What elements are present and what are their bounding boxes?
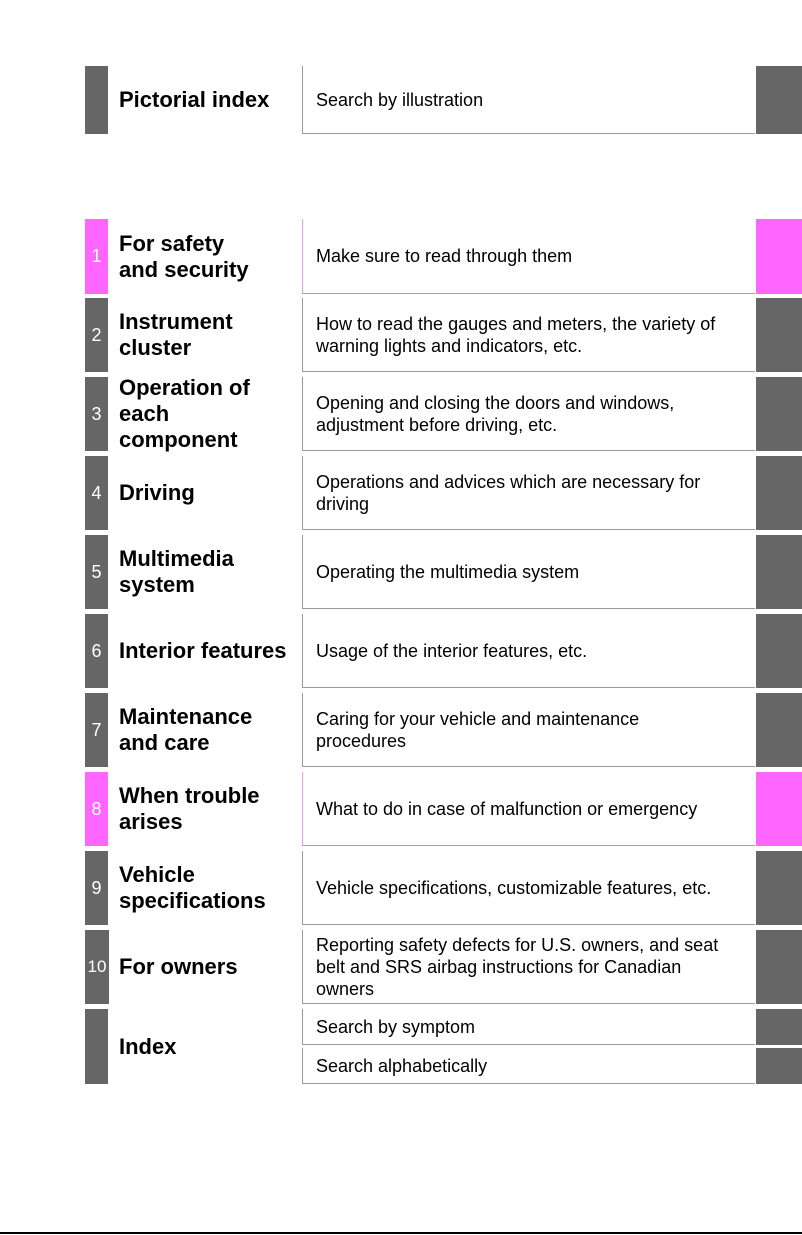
chapter-description: Reporting safety defects for U.S. owners, and seat belt and SRS airbag instructions for Canadian owners — [302, 930, 755, 1004]
index-title: Index — [119, 1033, 177, 1059]
chapter-tab[interactable] — [756, 298, 802, 372]
chapter-tab[interactable] — [756, 693, 802, 767]
chapter-row-6[interactable] — [0, 614, 802, 688]
chapter-row-2[interactable] — [0, 298, 802, 372]
chapter-number: 3 — [85, 377, 108, 451]
chapter-row-9[interactable] — [0, 851, 802, 925]
bottom-rule — [0, 1232, 802, 1234]
chapter-number: 1 — [85, 219, 108, 294]
chapter-row-1[interactable] — [0, 219, 802, 294]
chapter-number: 2 — [85, 298, 108, 372]
chapter-description: Operating the multimedia system — [302, 535, 755, 609]
chapter-title: For owners — [119, 954, 238, 979]
pictorial-title: Pictorial index — [119, 87, 270, 112]
pictorial-description: Search by illustration — [302, 66, 755, 134]
chapter-tab[interactable] — [756, 535, 802, 609]
index-item-label: Search alphabetically — [302, 1048, 755, 1084]
chapter-number: 5 — [85, 535, 108, 609]
chapter-title: Multimedia system — [119, 546, 234, 597]
chapter-title: Maintenance and care — [119, 704, 253, 755]
chapter-description: Operations and advices which are necessary for driving — [302, 456, 755, 530]
index-item-label: Search by symptom — [302, 1009, 755, 1045]
index-tab[interactable] — [756, 1048, 802, 1084]
chapter-number: 9 — [85, 851, 108, 925]
chapter-description: Opening and closing the doors and windows, adjustment before driving, etc. — [302, 377, 755, 451]
index-item-symptom[interactable] — [0, 1009, 802, 1045]
chapter-row-8[interactable] — [0, 772, 802, 846]
chapter-description: What to do in case of malfunction or emergency — [302, 772, 755, 846]
chapter-tab[interactable] — [756, 377, 802, 451]
chapter-tab[interactable] — [756, 930, 802, 1004]
chapter-row-7[interactable] — [0, 693, 802, 767]
chapter-title: Interior features — [119, 638, 287, 663]
index-item-alphabetical[interactable] — [0, 1048, 802, 1084]
chapter-title: Operation of each component — [119, 375, 250, 452]
chapter-row-4[interactable] — [0, 456, 802, 530]
chapter-row-10[interactable] — [0, 930, 802, 1004]
chapter-title: Vehicle specifications — [119, 862, 266, 913]
chapter-tab[interactable] — [756, 851, 802, 925]
chapter-description: Vehicle specifications, customizable features, etc. — [302, 851, 755, 925]
index-tab[interactable] — [756, 1009, 802, 1045]
chapter-row-3[interactable] — [0, 377, 802, 451]
chapter-title: Instrument cluster — [119, 309, 233, 360]
pictorial-marker — [85, 66, 108, 134]
chapter-number: 7 — [85, 693, 108, 767]
chapter-description: Usage of the interior features, etc. — [302, 614, 755, 688]
chapter-number: 8 — [85, 772, 108, 846]
chapter-tab[interactable] — [756, 456, 802, 530]
chapter-row-5[interactable] — [0, 535, 802, 609]
pictorial-tab[interactable] — [756, 66, 802, 134]
chapter-number: 6 — [85, 614, 108, 688]
chapter-description: Caring for your vehicle and maintenance procedures — [302, 693, 755, 767]
chapter-description: How to read the gauges and meters, the variety of warning lights and indicators, etc. — [302, 298, 755, 372]
chapter-title: When trouble arises — [119, 783, 260, 834]
chapter-title: Driving — [119, 480, 195, 505]
chapter-tab[interactable] — [756, 772, 802, 846]
chapter-title: For safety and security — [119, 230, 249, 282]
chapter-tab[interactable] — [756, 614, 802, 688]
chapter-number: 10 — [85, 930, 109, 1004]
chapter-tab[interactable] — [756, 219, 802, 294]
pictorial-index-row[interactable] — [0, 66, 802, 134]
chapter-description: Make sure to read through them — [302, 219, 755, 294]
chapter-number: 4 — [85, 456, 108, 530]
